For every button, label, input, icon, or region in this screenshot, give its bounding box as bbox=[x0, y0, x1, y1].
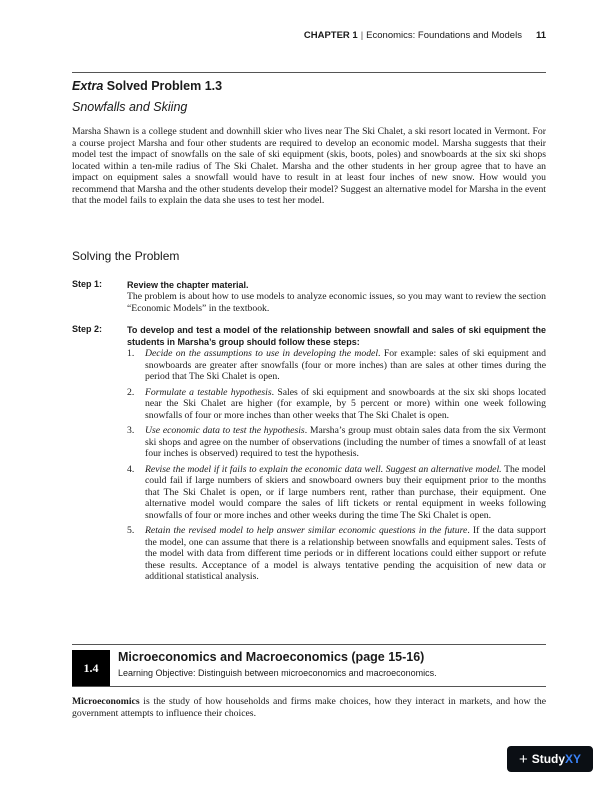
chapter-title: Economics: Foundations and Models bbox=[366, 30, 522, 41]
list-item bbox=[127, 348, 546, 383]
step-2-body bbox=[127, 324, 546, 348]
list-item bbox=[127, 464, 546, 522]
section-divider-bottom bbox=[72, 686, 546, 687]
list-item bbox=[127, 387, 546, 422]
list-item-number: 3. bbox=[127, 425, 135, 436]
list-item-lead: Use economic data to test the hypothesis bbox=[145, 425, 305, 436]
list-item-text: . Marsha’s group must obtain sales data from the six Vermont ski shops and agree on the number of observations (including the number of times a snowfall of at least four inches is observed) required to test the hypothesis. bbox=[145, 425, 546, 459]
page-number: 11 bbox=[535, 30, 546, 41]
plus-icon: + bbox=[518, 750, 528, 768]
top-divider bbox=[72, 72, 546, 73]
header-separator: | bbox=[360, 30, 364, 41]
solving-heading: Solving the Problem bbox=[72, 249, 180, 263]
microeconomics-term: Microeconomics bbox=[72, 696, 140, 707]
learning-objective: Learning Objective: Distinguish between microeconomics and macroeconomics. bbox=[118, 668, 437, 678]
step-1-text: The problem is about how to use models to analyze economic issues, so you may want to review the section “Economic Models” in the textbook. bbox=[127, 291, 546, 314]
brand-name-accent: XY bbox=[565, 752, 582, 766]
list-item-lead: Decide on the assumptions to use in developing the model bbox=[145, 348, 379, 359]
microeconomics-definition bbox=[72, 696, 546, 719]
list-item-number: 2. bbox=[127, 386, 135, 398]
step-2-label: Step 2: bbox=[72, 324, 103, 334]
list-item-number: 5. bbox=[127, 525, 135, 536]
list-item-text: The model could fail if large numbers of skiers and snowboard owners buy their equipment prior to the months that The Ski Chalet is open, or if large numbers rent, rather than purchase, their equipment. One alternative model would compare the sales of lift tickets or rental equipment in weeks following snowfalls of four or more inches and other weeks during the time The Ski Chalet is open. bbox=[145, 463, 546, 521]
step-1-body bbox=[127, 279, 546, 314]
chapter-label: CHAPTER 1 bbox=[303, 30, 358, 41]
section-divider-top bbox=[72, 644, 546, 645]
section-number-box: 1.4 bbox=[72, 650, 110, 686]
list-item-text: . Sales of ski equipment and snowboards at the six ski shops located near the Ski Chalet are higher (for example, by 5 percent or more) within one week following snowfalls of four or more inches than other weeks that The Ski Chalet is open. bbox=[145, 386, 546, 421]
problem-subtitle: Snowfalls and Skiing bbox=[72, 100, 188, 114]
list-item-text: . If the data support the model, one can assume that there is a relationship between snowfalls and equipment sales. Tests of the model with data from different time periods or in different locations could either support or refute these results. Acceptance of a model is always tentative pending the acquisition of new data or additional statistical analysis. bbox=[145, 525, 547, 582]
step-2-list bbox=[127, 348, 546, 587]
list-item-number: 1. bbox=[127, 348, 135, 359]
list-item-number: 4. bbox=[127, 463, 135, 475]
step-2-heading: To develop and test a model of the relationship between snowfall and sales of ski equipment the students in Marsha’s group should follow these steps: bbox=[127, 325, 546, 347]
list-item-lead-2: . Suggest an alternative model. bbox=[380, 463, 502, 475]
list-item-text: . For example: sales of ski equipment and snowboards are greater after snowfalls (four or more inches) than are sales at other times during the period that The Ski Chalet is open. bbox=[145, 348, 546, 382]
brand-name-main: Study bbox=[531, 752, 566, 766]
list-item-lead: Retain the revised model to help answer similar economic questions in the future bbox=[145, 525, 468, 536]
problem-title bbox=[72, 79, 222, 93]
list-item bbox=[127, 525, 546, 583]
studyxy-logo[interactable] bbox=[507, 746, 593, 772]
section-title: Microeconomics and Macroeconomics (page 15-16) bbox=[118, 650, 425, 664]
list-item-lead: Revise the model if it fails to explain the economic data well bbox=[145, 463, 381, 475]
list-item bbox=[127, 425, 546, 460]
step-1-heading: Review the chapter material. bbox=[127, 280, 249, 290]
problem-title-italic: Extra bbox=[72, 79, 104, 93]
problem-intro: Marsha Shawn is a college student and downhill skier who lives near The Ski Chalet, a ski resort located in Vermont. For a course project Marsha and four other students are required to develop an economic model. Marsha suggests that their model test the impact of snowfalls on the sale of ski equipment (skis, boots, poles) and snowboards at the six ski shops located within a ten-mile radius of The Ski Chalet. Marsha and the other students in her group agree that to have an impact on equipment sales a snowfall would have to result in at least four inches of new snow. How would you recommend that Marsha and the other students develop their model? Suggest an alternative model for Marsha in the event that the model fails to explain the data she uses to test her model. bbox=[72, 126, 546, 206]
microeconomics-text: is the study of how households and firms make choices, how they interact in markets, and how the government attempts to influence their choices. bbox=[72, 696, 546, 719]
page-header bbox=[72, 30, 546, 50]
list-item-lead: Formulate a testable hypothesis bbox=[145, 386, 272, 398]
step-1-label: Step 1: bbox=[72, 279, 103, 289]
brand-name bbox=[532, 752, 581, 766]
problem-title-rest: Solved Problem 1.3 bbox=[103, 79, 223, 93]
